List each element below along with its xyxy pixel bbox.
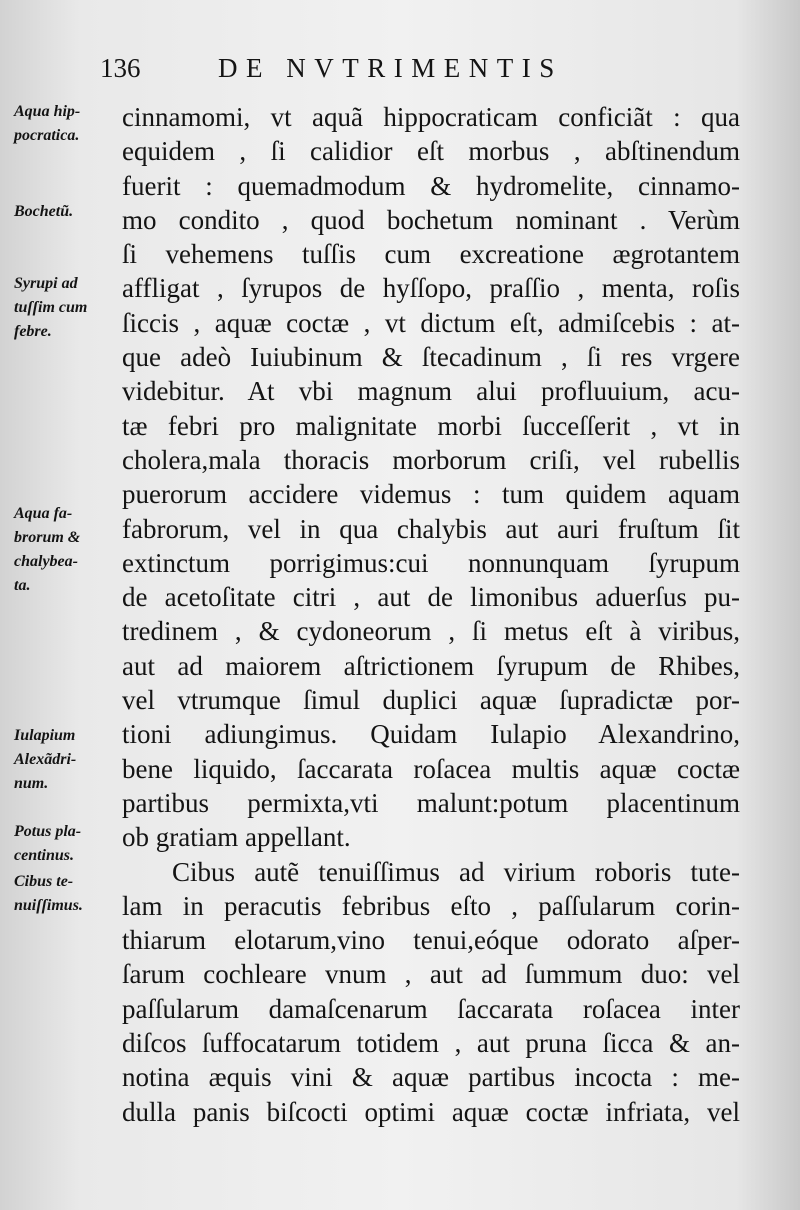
text-line: paſſularum damaſcenarum ſaccarata roſacea inter [122,993,740,1024]
text-line: que adeò Iuiubinum & ſtecadinum , ſi res vrgere [122,342,740,373]
margin-note-syrupi [14,272,126,344]
margin-note-line: Bochetũ. [14,203,74,220]
text-line: ſarum cochleare vnum , aut ad ſummum duo: vel [122,959,740,990]
text-line: dulla panis biſcocti optimi aquæ coctæ infriata, vel [122,1096,740,1127]
page-number: 136 [100,53,141,83]
margin-note-line: ta. [14,577,31,594]
text-line: puerorum accidere videmus : tum quidem aquam [122,479,740,510]
margin-note-line: Alexãdri- [14,751,77,768]
text-line: de acetoſitate citri , aut de limonibus aduerſus pu- [122,582,740,613]
margin-note-bochetum [14,200,126,224]
margin-note-aqua-hippocratica [14,100,126,148]
running-title: DE NVTRIMENTIS [218,53,563,83]
margin-note-cibus-tenuissimus [14,870,126,918]
margin-note-line: brorum & [14,529,81,546]
text-line: ſi vehemens tuſſis cum excreatione ægrotantem [122,239,740,270]
paragraph-start-line: Cibus autẽ tenuiſſimus ad virium roboris tute- [172,856,740,887]
text-line: bene liquido, ſaccarata roſacea multis aquæ coctæ [122,753,740,784]
margin-note-aqua-fabrorum [14,502,126,598]
text-line: fuerit : quemadmodum & hydromelite, cinnamo- [122,170,740,201]
margin-note-line: Aqua hip- [14,103,81,120]
text-line: fabrorum, vel in qua chalybis aut auri fruſtum ſit [122,513,740,544]
text-line: extinctum porrigimus:cui nonnunquam ſyrupum [122,547,740,578]
text-line: equidem , ſi calidior eſt morbus , abſtinendum [122,136,740,167]
text-line: tredinem , & cydoneorum , ſi metus eſt à viribus, [122,616,740,647]
text-line: vel vtrumque ſimul duplici aquæ ſupradictæ por- [122,685,740,716]
margin-note-line: Aqua fa- [14,505,73,522]
margin-note-line: tuſſim cum [14,299,88,316]
page-header [100,48,620,88]
text-line: diſcos ſuffocatarum totidem , aut pruna ſicca & an- [122,1028,740,1059]
margin-note-line: Syrupi ad [14,275,78,292]
text-line: cholera,mala thoracis morborum criſi, vel rubellis [122,444,740,475]
text-line: ſiccis , aquæ coctæ , vt dictum eſt, admiſcebis : at- [122,307,740,338]
margin-note-line: centinus. [14,847,75,864]
text-line: affligat , ſyrupos de hyſſopo, praſſio , menta, roſis [122,273,740,304]
text-line: partibus permixta,vti malunt:potum placentinum [122,787,740,818]
text-line: videbitur. At vbi magnum alui profluuium, acu- [122,376,740,407]
margin-note-line: febre. [14,323,52,340]
margin-note-line: Potus pla- [14,823,82,840]
text-line: notina æquis vini & aquæ partibus incocta : me- [122,1062,740,1093]
text-line: tæ febri pro malignitate morbi ſucceſſerit , vt in [122,410,740,441]
margin-note-potus-placentinus [14,820,126,868]
margin-note-line: pocratica. [14,127,80,144]
margin-note-line: num. [14,775,49,792]
text-line: ob gratiam appellant. [122,822,351,853]
text-line: mo condito , quod bochetum nominant . Verùm [122,204,740,235]
text-line: cinnamomi, vt aquã hippocraticam conficiãt : qua [122,102,740,132]
margin-note-line: nuiſſimus. [14,897,83,914]
margin-note-line: Cibus te- [14,873,74,890]
main-text [122,100,740,1129]
text-line: aut ad maiorem aſtrictionem ſyrupum de Rhibes, [122,650,740,681]
text-line: thiarum elotarum,vino tenui,eóque odorato aſper- [122,925,740,956]
text-line: lam in peracutis febribus eſto , paſſularum corin- [122,890,740,921]
margin-note-line: chalybea- [14,553,78,570]
margin-note-line: Iulapium [14,727,76,744]
text-line: tioni adiungimus. Quidam Iulapio Alexandrino, [122,719,740,750]
margin-note-iulapium [14,724,126,796]
